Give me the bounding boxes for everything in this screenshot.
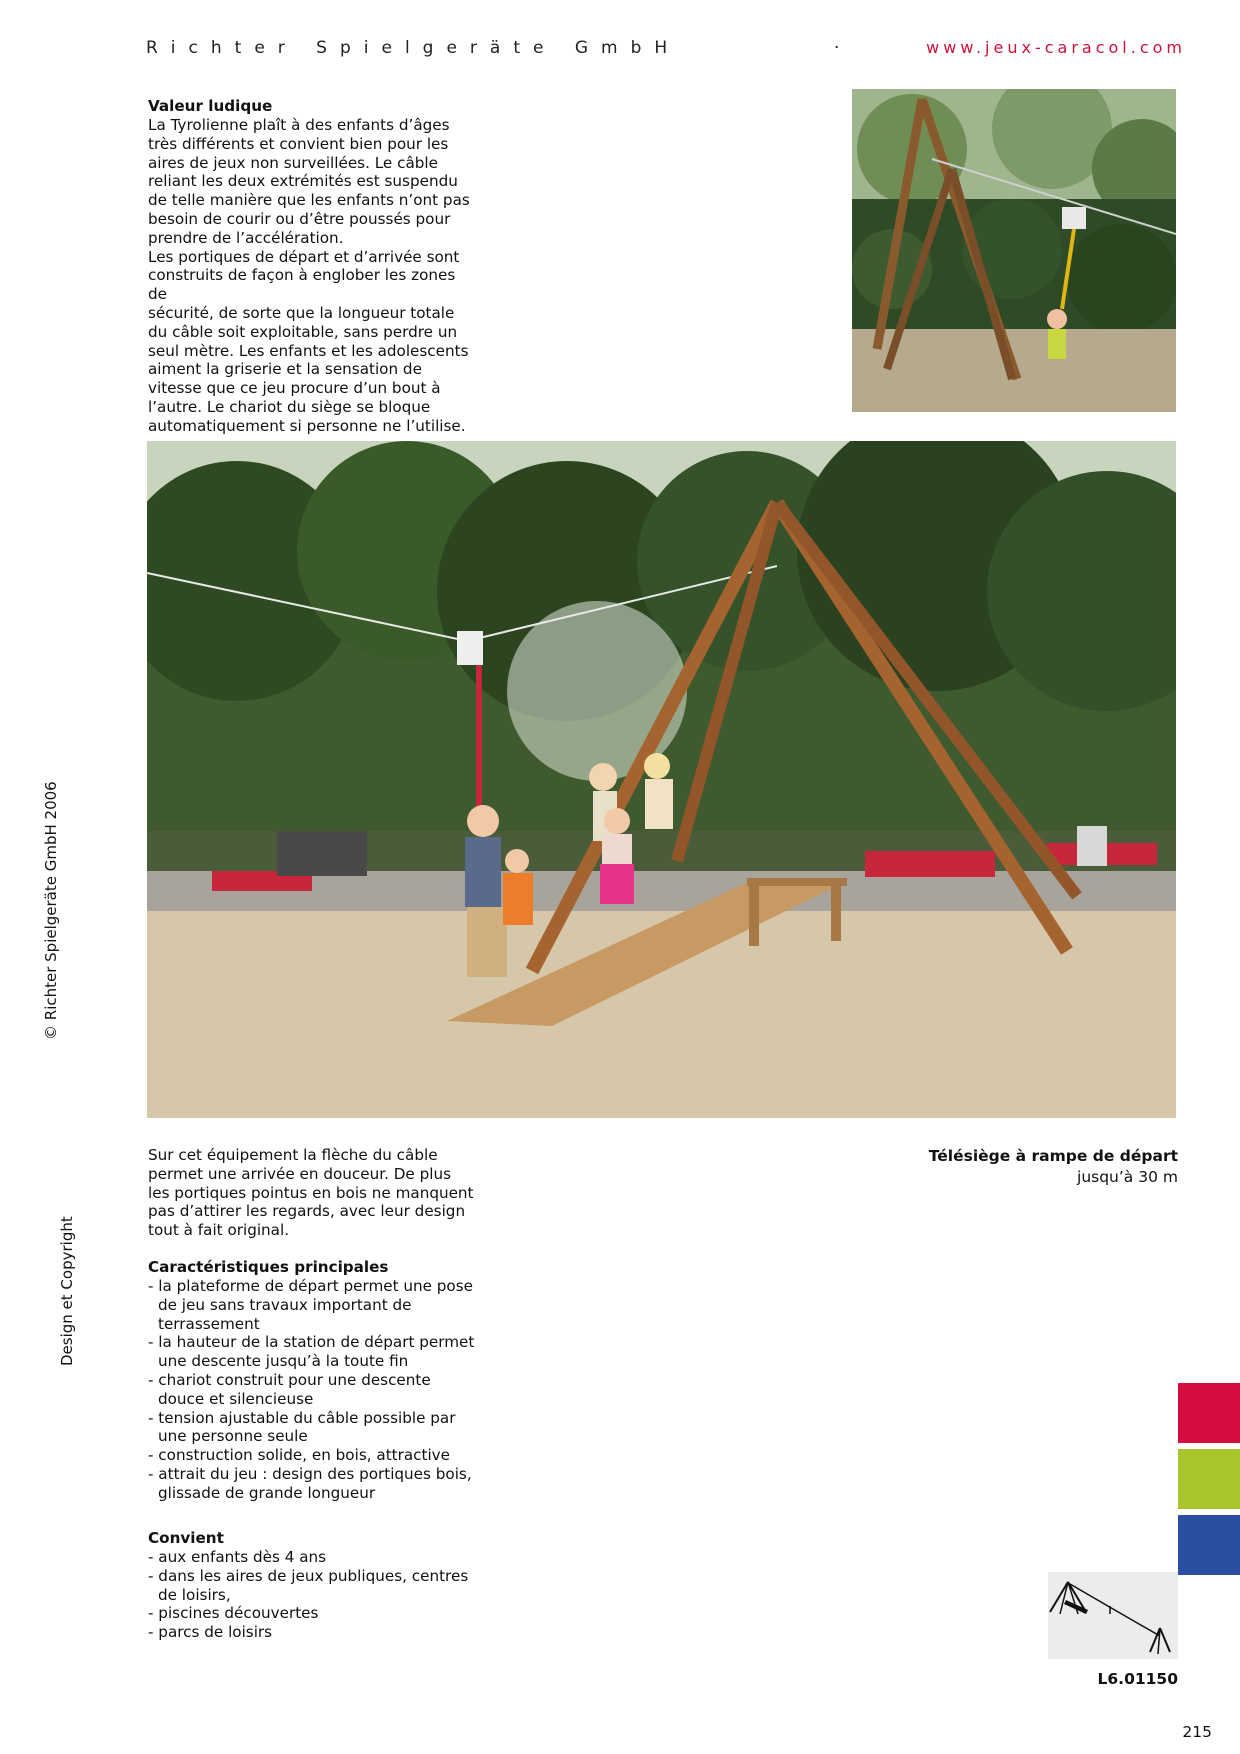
suitable-section (148, 1529, 478, 1642)
list-item: - la plateforme de départ permet une pose de jeu sans travaux important de terrassement (148, 1277, 473, 1333)
list-item: - la hauteur de la station de départ permet une descente jusqu’à la toute fin (148, 1333, 475, 1371)
product-diagram (1048, 1572, 1178, 1659)
intro-line: reliant les deux extrémités est suspendu (148, 172, 458, 191)
description-line: pas d’attirer les regards, avec leur design (148, 1202, 466, 1221)
main-photo-illustration (147, 441, 1176, 1118)
intro-line: du câble soit exploitable, sans perdre un (148, 322, 458, 341)
list-item: - aux enfants dès 4 ans (148, 1548, 327, 1566)
intro-line: aiment la griserie et la sensation de (148, 360, 422, 379)
small-photo-illustration (852, 89, 1176, 412)
suitable-title: Convient (148, 1529, 224, 1547)
intro-line: construits de façon à englober les zones de (148, 266, 456, 304)
description-line: permet une arrivée en douceur. De plus (148, 1164, 451, 1183)
small-photo (852, 89, 1176, 412)
intro-section (148, 97, 478, 436)
copyright-text: © Richter Spielgeräte GmbH 2006 (42, 781, 60, 1040)
intro-line: La Tyrolienne plaît à des enfants d’âges (148, 116, 450, 134)
description-line: les portiques pointus en bois ne manquent (148, 1183, 474, 1202)
intro-line: vitesse que ce jeu procure d’un bout à (148, 379, 441, 398)
features-title: Caractéristiques principales (148, 1258, 389, 1276)
intro-line: aires de jeux non surveillées. Le câble (148, 153, 438, 172)
page-number: 215 (1182, 1723, 1212, 1741)
header-company: Richter Spielgeräte GmbH (146, 38, 681, 58)
swatch-blue (1178, 1515, 1240, 1575)
features-section (148, 1258, 478, 1503)
product-name: Télésiège à rampe de départ (928, 1147, 1178, 1165)
sidebar-copyright (42, 781, 72, 1040)
features-list (148, 1277, 478, 1503)
sidebar-design-copyright: Design et Copyright (58, 1216, 76, 1366)
list-item: - dans les aires de jeux publiques, centres de loisirs, (148, 1566, 469, 1604)
product-length: jusqu’à 30 m (1077, 1168, 1178, 1186)
header-separator: · (834, 38, 853, 58)
product-code: L6.01150 (1097, 1670, 1178, 1688)
list-item: - parcs de loisirs (148, 1623, 273, 1642)
intro-line: très différents et convient bien pour les (148, 134, 449, 153)
intro-line: sécurité, de sorte que la longueur totale (148, 303, 455, 322)
list-item: - chariot construit pour une descente douce et silencieuse (148, 1370, 431, 1408)
swatch-red (1178, 1383, 1240, 1443)
list-item: - construction solide, en bois, attractive (148, 1446, 451, 1465)
intro-line: automatiquement si personne ne l’utilise. (148, 416, 466, 435)
intro-line: besoin de courir ou d’être poussés pour (148, 209, 451, 228)
intro-title: Valeur ludique (148, 97, 273, 115)
main-photo (147, 441, 1176, 1118)
intro-line: l’autre. Le chariot du siège se bloque (148, 397, 431, 416)
zipline-diagram-icon (1048, 1572, 1178, 1659)
list-item: - attrait du jeu : design des portiques bois, glissade de grande longueur (148, 1464, 472, 1502)
description-line: tout à fait original. (148, 1221, 290, 1240)
list-item: - piscines découvertes (148, 1604, 319, 1623)
intro-line: Les portiques de départ et d’arrivée sont (148, 247, 460, 266)
suitable-list (148, 1548, 478, 1642)
intro-line: seul mètre. Les enfants et les adolescents (148, 341, 469, 360)
swatch-green (1178, 1449, 1240, 1509)
intro-line: de telle manière que les enfants n’ont pas (148, 191, 470, 210)
header-url-link[interactable]: www.jeux-caracol.com (926, 38, 1186, 57)
page-header (146, 38, 1186, 68)
intro-line: prendre de l’accélération. (148, 228, 344, 247)
description-line: Sur cet équipement la flèche du câble (148, 1146, 438, 1164)
description-section (148, 1146, 488, 1240)
list-item: - tension ajustable du câble possible par une personne seule (148, 1408, 456, 1446)
